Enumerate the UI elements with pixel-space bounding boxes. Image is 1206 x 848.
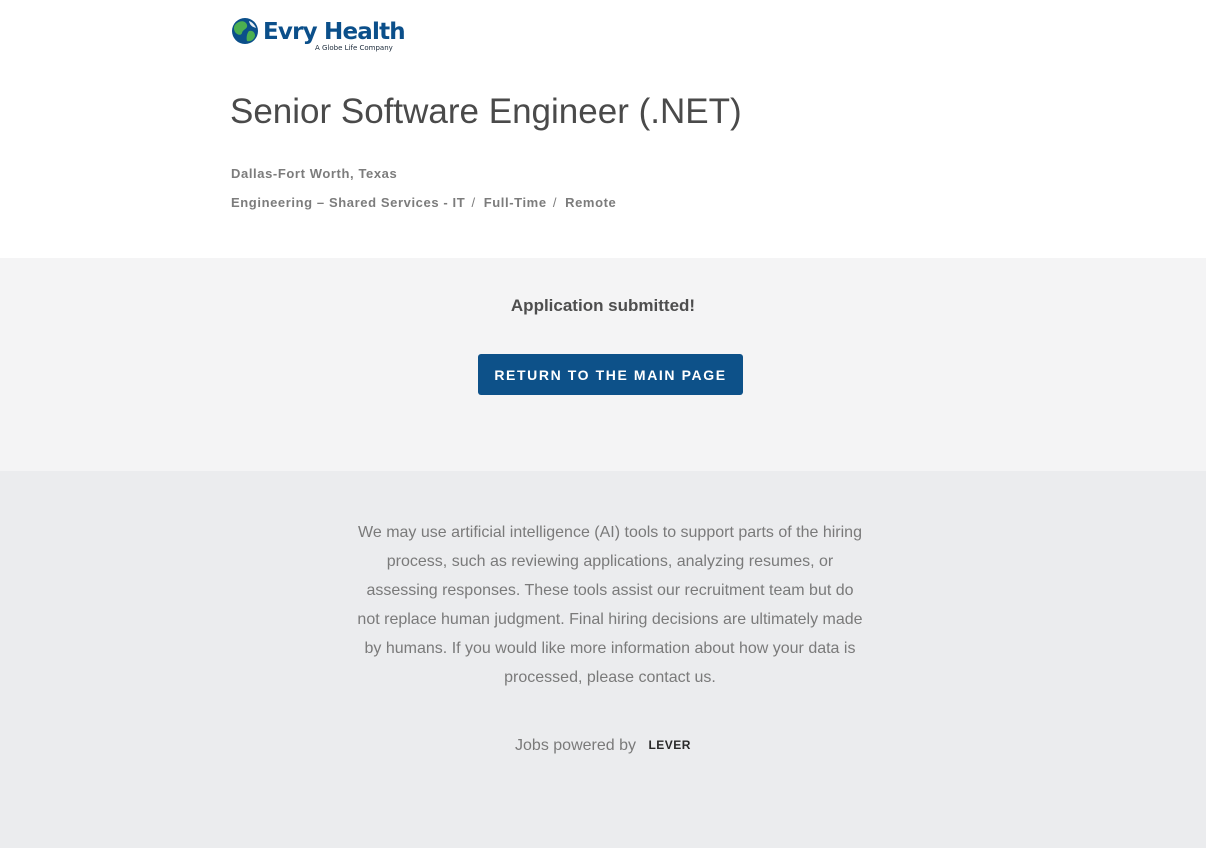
job-location: Dallas-Fort Worth, Texas	[231, 166, 398, 181]
globe-icon	[231, 17, 259, 45]
job-workplace: Remote	[565, 195, 617, 210]
confirmation-section	[0, 258, 1206, 471]
confirmation-message: Application submitted!	[510, 296, 696, 315]
ai-notice-text: We may use artificial intelligence (AI) tools to support parts of the hiring process, such as reviewing applications, analyzing resumes, or assessing responses. These tools assist our recruitment team but do not replace human judgment. Final hiring decisions are ultimately made by humans. If you would like more information about how your data is processed, please contact us.	[357, 524, 863, 686]
job-title: Senior Software Engineer (.NET)	[230, 92, 742, 131]
logo-tagline: A Globe Life Company	[315, 44, 393, 52]
job-header	[0, 0, 1206, 258]
lever-logo-link[interactable]: LEVER	[648, 738, 691, 752]
logo-wordmark: Evry Health	[263, 19, 405, 45]
job-team: Engineering – Shared Services - IT	[231, 195, 466, 210]
page-footer	[0, 471, 1206, 848]
powered-by	[0, 737, 1206, 755]
company-logo-link[interactable]	[231, 16, 406, 56]
job-commitment: Full-Time	[483, 195, 547, 210]
job-categories: Engineering – Shared Services - IT / Full-Time / Remote	[231, 195, 617, 210]
powered-by-text: Jobs powered by	[515, 737, 636, 754]
return-main-page-button[interactable]: RETURN TO THE MAIN PAGE	[478, 354, 743, 395]
